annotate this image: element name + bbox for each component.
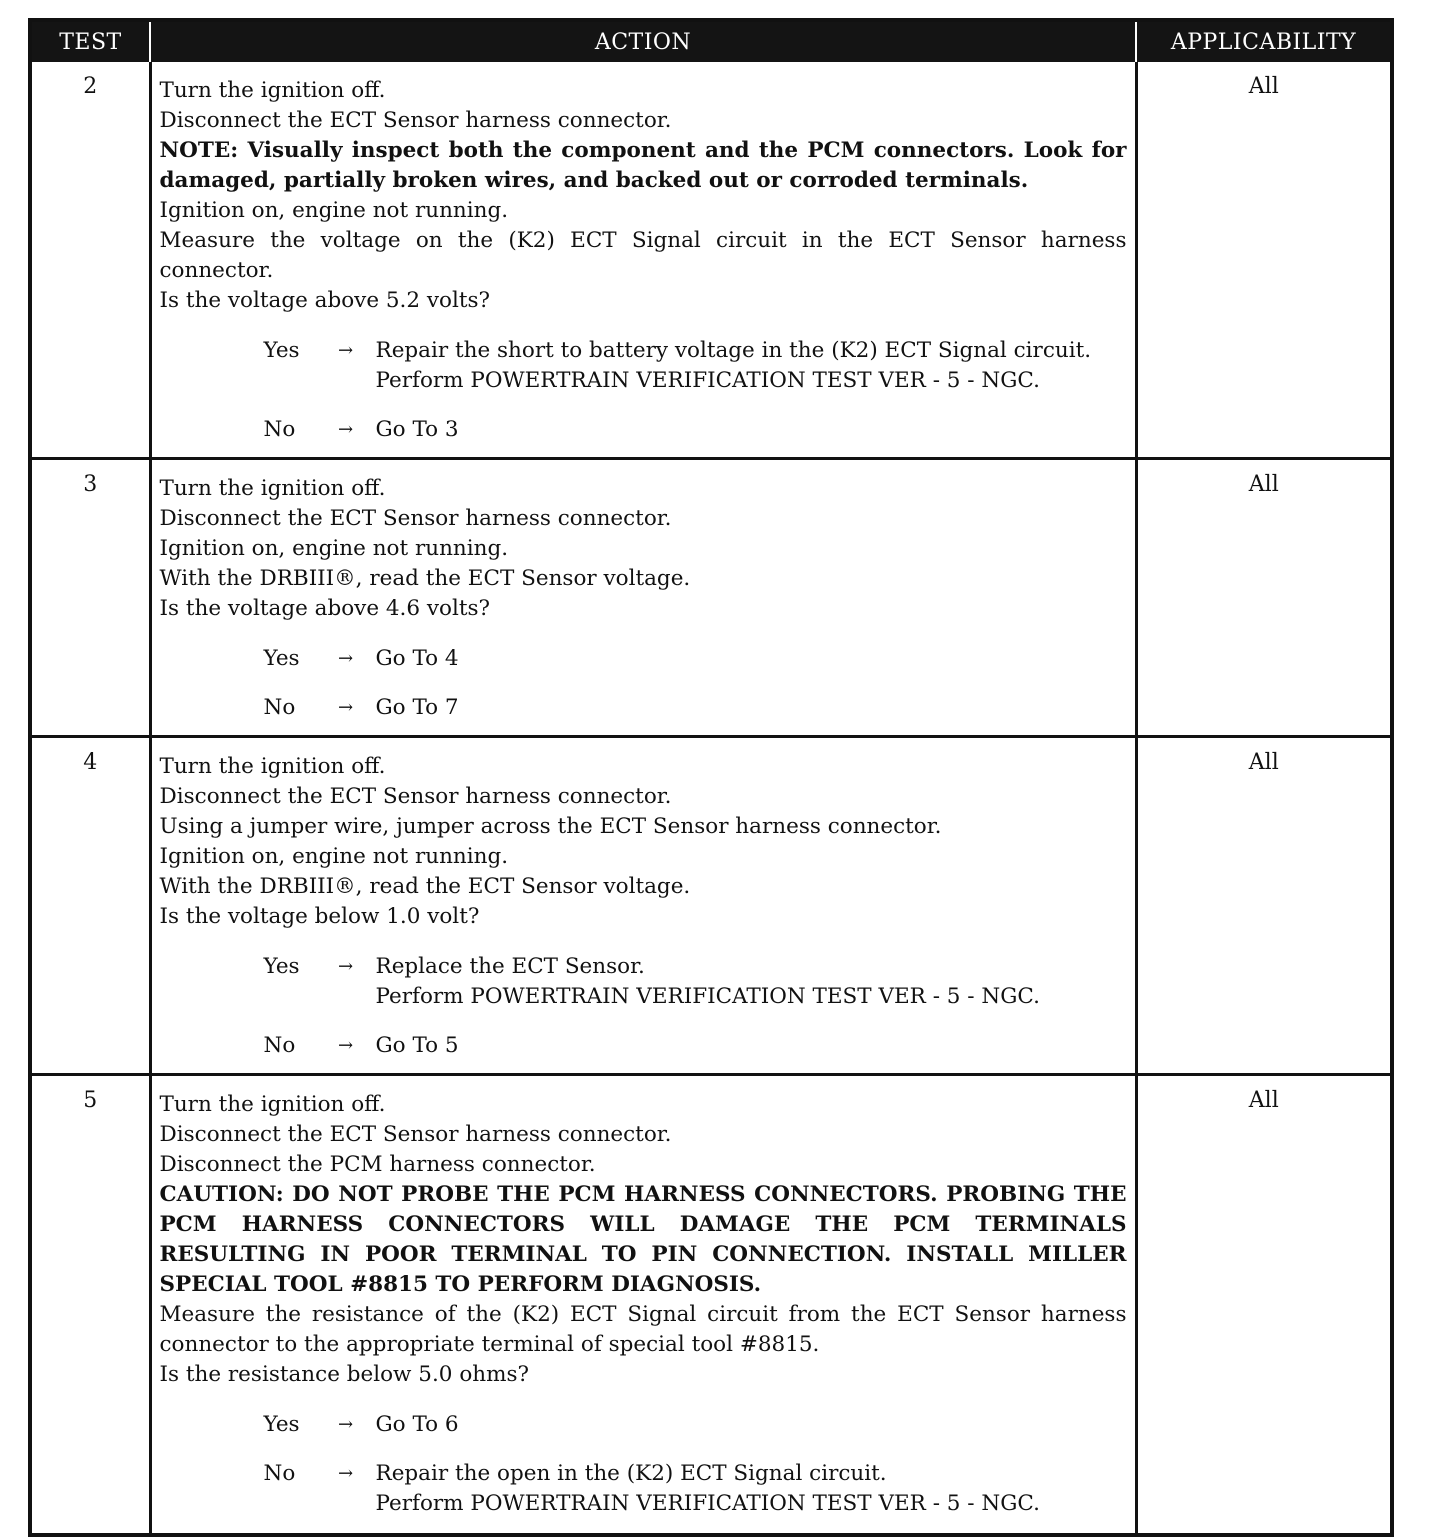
answer-label: No: [263, 695, 296, 720]
action-step: Disconnect the ECT Sensor harness connector.: [159, 1122, 672, 1147]
table-row: [32, 459, 1390, 737]
action-step: Is the resistance below 5.0 ohms?: [159, 1362, 530, 1387]
action-step: Ignition on, engine not running.: [159, 844, 509, 869]
applicability-value: All: [1136, 62, 1390, 459]
arrow-right-icon: →: [337, 648, 354, 669]
outcome-result: [376, 1031, 1127, 1061]
diagnostic-test-table: [28, 18, 1394, 1537]
table-row: [32, 737, 1390, 1075]
result-line: Repair the open in the (K2) ECT Signal circuit.: [375, 1461, 887, 1486]
test-number: 5: [32, 1075, 150, 1533]
action-step: Disconnect the ECT Sensor harness connector.: [159, 784, 672, 809]
action-step: Turn the ignition off.: [159, 78, 386, 103]
result-line: Perform POWERTRAIN VERIFICATION TEST VER - 5 - NGC.: [375, 984, 1040, 1009]
table-row: [32, 62, 1390, 459]
arrow-right-icon: →: [337, 956, 354, 977]
header-test: TEST: [32, 22, 150, 62]
result-line: Replace the ECT Sensor.: [375, 954, 645, 979]
action-cell: [150, 459, 1136, 737]
answer-label: Yes: [263, 954, 300, 979]
action-step: Disconnect the PCM harness connector.: [159, 1152, 596, 1177]
outcome-yes: [264, 336, 1127, 396]
action-step: Disconnect the ECT Sensor harness connector.: [159, 108, 672, 133]
outcome-result: [376, 644, 1127, 674]
result-line: Go To 6: [375, 1412, 459, 1437]
action-cell: [150, 1075, 1136, 1533]
action-step: Disconnect the ECT Sensor harness connector.: [159, 506, 672, 531]
answer-label: Yes: [263, 646, 300, 671]
outcome-result: [376, 336, 1127, 396]
applicability-value: All: [1136, 1075, 1390, 1533]
action-step: Is the voltage below 1.0 volt?: [159, 904, 480, 929]
outcome-yes: [264, 1410, 1127, 1440]
header-action: ACTION: [150, 22, 1136, 62]
outcome-result: [376, 693, 1127, 723]
action-step: Ignition on, engine not running.: [159, 198, 509, 223]
test-table: [32, 22, 1390, 1533]
arrow-right-icon: →: [337, 1414, 354, 1435]
outcome-result: [376, 415, 1127, 445]
table-row: [32, 1075, 1390, 1533]
action-step: With the DRBIII®, read the ECT Sensor voltage.: [159, 874, 691, 899]
result-line: Repair the short to battery voltage in the (K2) ECT Signal circuit.: [375, 338, 1092, 363]
result-line: Go To 7: [375, 695, 459, 720]
outcome-no: [264, 1459, 1127, 1519]
answer-label: No: [263, 1461, 296, 1486]
answer-label: No: [263, 417, 296, 442]
action-step: Turn the ignition off.: [159, 1092, 386, 1117]
test-number: 4: [32, 737, 150, 1075]
warning-step: NOTE: Visually inspect both the component and the PCM connectors. Look for damaged, partially broken wires, and backed out or corroded terminals.: [159, 138, 1127, 193]
arrow-right-icon: →: [337, 1463, 354, 1484]
answer-label: Yes: [263, 338, 300, 363]
action-step: Is the voltage above 4.6 volts?: [159, 596, 491, 621]
outcome-no: [264, 693, 1127, 723]
result-line: Perform POWERTRAIN VERIFICATION TEST VER - 5 - NGC.: [375, 368, 1040, 393]
action-step: Turn the ignition off.: [159, 476, 386, 501]
action-step: Using a jumper wire, jumper across the ECT Sensor harness connector.: [159, 814, 942, 839]
test-number: 3: [32, 459, 150, 737]
arrow-right-icon: →: [337, 340, 354, 361]
arrow-right-icon: →: [337, 697, 354, 718]
outcome-result: [376, 1410, 1127, 1440]
action-step: Turn the ignition off.: [159, 754, 386, 779]
outcome-yes: [264, 644, 1127, 674]
action-step: Measure the voltage on the (K2) ECT Signal circuit in the ECT Sensor harness connector.: [159, 228, 1127, 283]
answer-label: Yes: [263, 1412, 300, 1437]
result-line: Go To 3: [375, 417, 459, 442]
table-body: [32, 62, 1390, 1533]
applicability-value: All: [1136, 737, 1390, 1075]
action-cell: [150, 62, 1136, 459]
result-line: Perform POWERTRAIN VERIFICATION TEST VER - 5 - NGC.: [375, 1491, 1040, 1516]
action-step: Ignition on, engine not running.: [159, 536, 509, 561]
result-line: Go To 4: [375, 646, 459, 671]
table-header: [32, 22, 1390, 62]
action-step: Measure the resistance of the (K2) ECT Signal circuit from the ECT Sensor harness connector to the appropriate terminal of special tool #8815.: [159, 1302, 1127, 1357]
arrow-right-icon: →: [337, 419, 354, 440]
warning-step: CAUTION: DO NOT PROBE THE PCM HARNESS CONNECTORS. PROBING THE PCM HARNESS CONNECTORS WILL DAMAGE THE PCM TERMINALS RESULTING IN POOR TERMINAL TO PIN CONNECTION. INSTALL MILLER SPECIAL TOOL #8815 TO PERFORM DIAGNOSIS.: [159, 1182, 1127, 1297]
action-step: With the DRBIII®, read the ECT Sensor voltage.: [159, 566, 691, 591]
outcome-result: [376, 1459, 1127, 1519]
answer-label: No: [263, 1033, 296, 1058]
result-line: Go To 5: [375, 1033, 459, 1058]
outcome-no: [264, 1031, 1127, 1061]
applicability-value: All: [1136, 459, 1390, 737]
test-number: 2: [83, 74, 98, 99]
outcome-no: [264, 415, 1127, 445]
action-step: Is the voltage above 5.2 volts?: [159, 288, 491, 313]
outcome-result: [376, 952, 1127, 1012]
arrow-right-icon: →: [337, 1035, 354, 1056]
action-cell: [150, 737, 1136, 1075]
header-applicability: APPLICABILITY: [1136, 22, 1390, 62]
outcome-yes: [264, 952, 1127, 1012]
